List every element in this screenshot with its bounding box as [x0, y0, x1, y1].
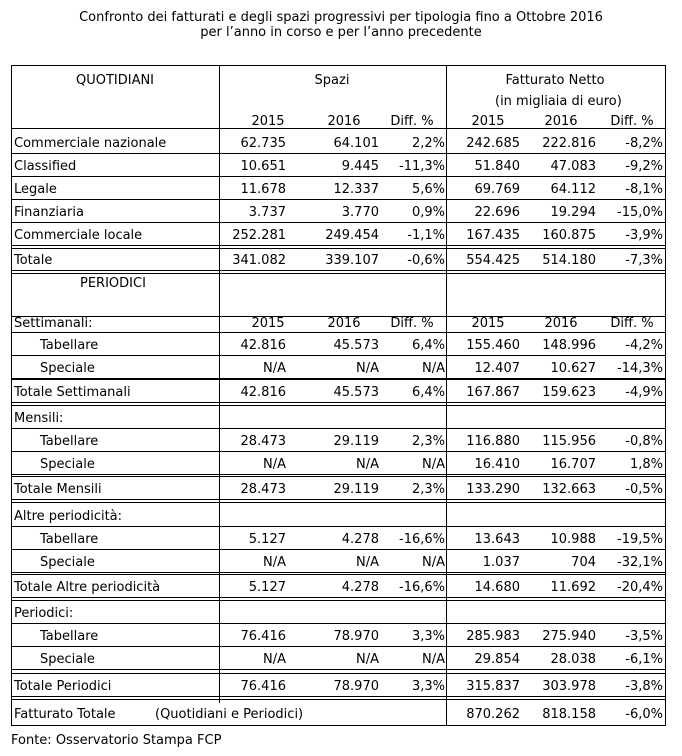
table-cell: -16,6%	[399, 580, 445, 595]
col-header-diff: Diff. %	[610, 316, 654, 331]
table-cell: N/A	[263, 555, 286, 570]
header-fatturato: Fatturato Netto	[505, 73, 605, 88]
table-cell: 45.573	[333, 385, 379, 400]
table-cell: 155.460	[466, 338, 520, 353]
table-cell: N/A	[263, 361, 286, 376]
table-rule	[11, 379, 666, 380]
row-label: Totale Settimanali	[14, 385, 131, 400]
table-cell: -6,1%	[625, 652, 663, 667]
row-label: Tabellare	[40, 532, 99, 547]
table-cell: 167.867	[466, 385, 520, 400]
table-rule	[11, 273, 666, 274]
table-cell: -9,2%	[625, 159, 663, 174]
table-cell: -20,4%	[617, 580, 663, 595]
row-label: Speciale	[40, 652, 95, 667]
table-cell: 275.940	[542, 629, 596, 644]
table-cell: -0,5%	[625, 482, 663, 497]
table-rule	[11, 574, 666, 575]
row-label: Speciale	[40, 361, 95, 376]
row-label: Totale Mensili	[14, 482, 102, 497]
table-cell: -1,1%	[407, 228, 445, 243]
table-cell: 28.038	[550, 652, 596, 667]
table-rule	[11, 245, 666, 246]
table-cell: 28.473	[240, 482, 286, 497]
table-cell: 76.416	[240, 679, 286, 694]
table-cell: N/A	[356, 555, 379, 570]
table-cell: -11,3%	[399, 159, 445, 174]
row-label: Tabellare	[40, 338, 99, 353]
table-cell: 19.294	[550, 205, 596, 220]
table-cell: -32,1%	[617, 555, 663, 570]
table-cell: 249.454	[325, 228, 379, 243]
table-cell: 704	[571, 555, 596, 570]
table-cell: 315.837	[466, 679, 520, 694]
table-cell: 12.337	[333, 182, 379, 197]
table-rule	[11, 646, 666, 647]
table-rule	[11, 153, 666, 154]
table-cell: 28.473	[240, 434, 286, 449]
row-label: Totale Altre periodicità	[14, 580, 161, 595]
table-cell: 16.707	[550, 457, 596, 472]
table-rule	[11, 600, 666, 601]
table-cell: 3.737	[248, 205, 286, 220]
table-cell: 1,8%	[629, 457, 663, 472]
table-cell: -0,8%	[625, 434, 663, 449]
group-head: Mensili:	[14, 411, 64, 426]
table-cell: -3,8%	[625, 679, 663, 694]
table-rule	[11, 355, 666, 356]
table-cell: 13.643	[474, 532, 520, 547]
table-cell: 554.425	[466, 253, 520, 268]
table-cell: 10.627	[550, 361, 596, 376]
table-cell: 4.278	[341, 532, 379, 547]
col-header-diff: Diff. %	[610, 114, 654, 129]
table-cell: -0,6%	[407, 253, 445, 268]
table-cell: -16,6%	[399, 532, 445, 547]
table-cell: 42.816	[240, 338, 286, 353]
table-rule	[11, 199, 666, 200]
table-rule	[11, 597, 666, 598]
table-cell: 2,3%	[411, 434, 445, 449]
table-cell: 51.840	[474, 159, 520, 174]
table-cell: -8,2%	[625, 136, 663, 151]
table-cell: N/A	[422, 457, 445, 472]
row-label: Totale Periodici	[14, 679, 112, 694]
row-label: Classified	[14, 159, 77, 174]
table-rule	[11, 699, 666, 700]
table-cell: -7,3%	[625, 253, 663, 268]
group-head: Altre periodicità:	[14, 509, 123, 524]
table-cell: 45.573	[333, 338, 379, 353]
table-cell: 2,2%	[411, 136, 445, 151]
col-header-2015: 2015	[251, 114, 285, 129]
table-cell: 9.445	[341, 159, 379, 174]
col-header-2015: 2015	[251, 316, 285, 331]
col-header-2016: 2016	[327, 316, 361, 331]
table-cell: 64.101	[333, 136, 379, 151]
table-cell: 341.082	[232, 253, 286, 268]
table-cell: N/A	[263, 652, 286, 667]
row-label: Commerciale nazionale	[14, 136, 167, 151]
col-header-2016: 2016	[327, 114, 361, 129]
row-label: Totale	[14, 253, 53, 268]
table-cell: -8,1%	[625, 182, 663, 197]
table-cell: N/A	[422, 652, 445, 667]
table-rule	[11, 474, 666, 475]
table-cell: -19,5%	[617, 532, 663, 547]
table-cell: 148.996	[542, 338, 596, 353]
table-cell: 3,3%	[411, 679, 445, 694]
table-cell: 285.983	[466, 629, 520, 644]
row-label: Legale	[14, 182, 57, 197]
table-rule	[11, 476, 666, 477]
table-rule	[11, 572, 666, 573]
table-cell: 69.769	[474, 182, 520, 197]
table-cell: 10.651	[240, 159, 286, 174]
table-cell: 3,3%	[411, 629, 445, 644]
table-cell: 1.037	[482, 555, 520, 570]
table-cell: 2,3%	[411, 482, 445, 497]
table-rule	[11, 176, 666, 177]
table-cell: 47.083	[550, 159, 596, 174]
group-head: Settimanali:	[14, 316, 93, 331]
table-cell: -3,5%	[625, 629, 663, 644]
table-cell: 29.854	[474, 652, 520, 667]
table-cell: 116.880	[466, 434, 520, 449]
table-cell: -3,9%	[625, 228, 663, 243]
table-cell: 78.970	[333, 679, 379, 694]
report-title: Confronto dei fatturati e degli spazi progressivi per tipologia fino a Ottobre 2016	[79, 10, 603, 25]
row-label: Finanziaria	[14, 205, 84, 220]
table-cell: 133.290	[466, 482, 520, 497]
table-cell: 14.680	[474, 580, 520, 595]
section-periodici: PERIODICI	[80, 276, 146, 291]
table-cell: 6,4%	[411, 385, 445, 400]
col-header-2016: 2016	[544, 114, 578, 129]
table-rule	[11, 669, 666, 670]
table-cell: 303.978	[542, 679, 596, 694]
table-cell: 22.696	[474, 205, 520, 220]
table-cell: 4.278	[341, 580, 379, 595]
table-cell: -4,9%	[625, 385, 663, 400]
report-subtitle: per l’anno in corso e per l’anno precedente	[200, 25, 482, 40]
table-cell: 242.685	[466, 136, 520, 151]
col-header-diff: Diff. %	[390, 114, 434, 129]
table-cell: 5.127	[248, 580, 286, 595]
table-cell: 818.158	[542, 707, 596, 722]
table-cell: 12.407	[474, 361, 520, 376]
table-cell: N/A	[422, 361, 445, 376]
table-rule	[11, 402, 666, 403]
source-note: Fonte: Osservatorio Stampa FCP	[11, 733, 222, 748]
table-cell: N/A	[422, 555, 445, 570]
table-cell: 160.875	[542, 228, 596, 243]
table-cell: -6,0%	[625, 707, 663, 722]
table-cell: 167.435	[466, 228, 520, 243]
table-cell: N/A	[263, 457, 286, 472]
row-label: Commerciale locale	[14, 228, 143, 243]
row-label: Speciale	[40, 457, 95, 472]
table-cell: 16.410	[474, 457, 520, 472]
grand-total-label: Fatturato Totale	[14, 707, 116, 722]
table-cell: 29.119	[333, 482, 379, 497]
table-cell: 870.262	[466, 707, 520, 722]
table-cell: 5,6%	[411, 182, 445, 197]
col-header-2015: 2015	[471, 114, 505, 129]
table-cell: 29.119	[333, 434, 379, 449]
table-rule	[11, 696, 666, 697]
table-cell: 0,9%	[411, 205, 445, 220]
table-rule	[11, 673, 666, 674]
table-cell: -14,3%	[617, 361, 663, 376]
row-label: Speciale	[40, 555, 95, 570]
col-header-2015: 2015	[471, 316, 505, 331]
table-cell: N/A	[356, 457, 379, 472]
table-cell: 514.180	[542, 253, 596, 268]
table-rule	[11, 549, 666, 550]
table-cell: 76.416	[240, 629, 286, 644]
table-cell: 159.623	[542, 385, 596, 400]
table-cell: 252.281	[232, 228, 286, 243]
table-cell: 11.692	[550, 580, 596, 595]
table-rule	[11, 248, 666, 249]
table-rule	[11, 451, 666, 452]
table-cell: 132.663	[542, 482, 596, 497]
table-cell: -4,2%	[625, 338, 663, 353]
table-cell: 42.816	[240, 385, 286, 400]
table-rule	[11, 222, 666, 223]
table-cell: 6,4%	[411, 338, 445, 353]
table-rule	[11, 428, 666, 429]
table-rule	[11, 499, 666, 500]
row-label: Tabellare	[40, 434, 99, 449]
table-cell: 339.107	[325, 253, 379, 268]
col-header-diff: Diff. %	[390, 316, 434, 331]
table-cell: 5.127	[248, 532, 286, 547]
table-cell: 222.816	[542, 136, 596, 151]
table-cell: -15,0%	[617, 205, 663, 220]
table-rule	[11, 405, 666, 406]
table-cell: 64.112	[550, 182, 596, 197]
table-cell: N/A	[356, 652, 379, 667]
grand-total-note: (Quotidiani e Periodici)	[155, 707, 304, 722]
group-head: Periodici:	[14, 606, 74, 621]
table-cell: 78.970	[333, 629, 379, 644]
table-cell: 3.770	[341, 205, 379, 220]
header-spazi: Spazi	[314, 73, 350, 88]
table-cell: 10.988	[550, 532, 596, 547]
table-rule	[11, 526, 666, 527]
table-rule	[11, 270, 666, 271]
table-cell: N/A	[356, 361, 379, 376]
col-header-2016: 2016	[544, 316, 578, 331]
header-fatturato-unit: (in migliaia di euro)	[495, 94, 622, 109]
table-cell: 11.678	[240, 182, 286, 197]
table-cell: 62.735	[240, 136, 286, 151]
table-cell: 115.956	[542, 434, 596, 449]
table-rule	[11, 332, 666, 333]
row-label: Tabellare	[40, 629, 99, 644]
table-rule	[11, 623, 666, 624]
header-quotidiani: QUOTIDIANI	[75, 73, 155, 88]
table-rule	[11, 502, 666, 503]
